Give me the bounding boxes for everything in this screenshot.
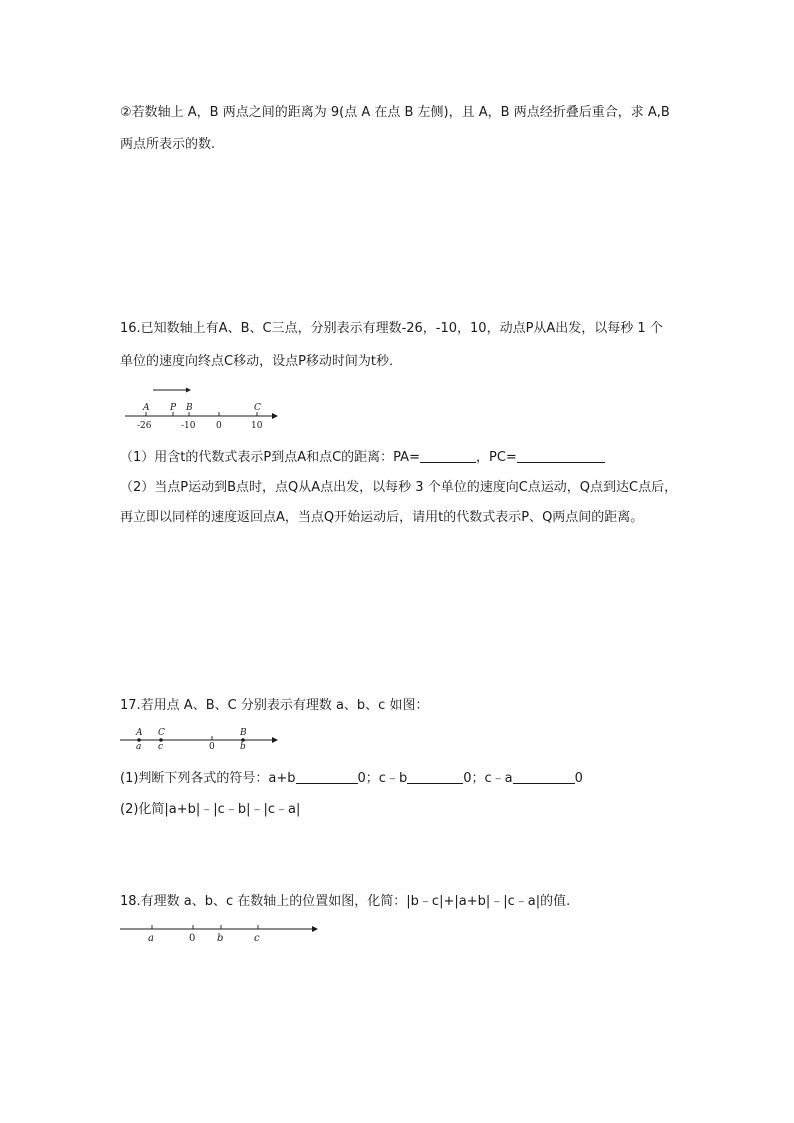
q16-tick-label-b: -10 [181, 421, 196, 431]
q16-part2-line2: 再立即以同样的速度返回点A，当点Q开始运动后，请用t的代数式表示P、Q两点间的距离。 [120, 510, 644, 525]
q17-label-lower-a: a [136, 742, 142, 752]
q17-label-upper-a: A [136, 728, 143, 738]
q17-label-upper-c: C [158, 728, 165, 738]
q16-tick-label-a: -26 [137, 421, 152, 431]
q17-part1-mid2: 0；c﹣a [463, 771, 513, 786]
q17-label-lower-c: c [158, 742, 164, 752]
q18-label-b: b [217, 933, 224, 944]
q17-label-lower-b: b [240, 742, 246, 752]
q17-part1-mid1: 0；c﹣b [357, 771, 408, 786]
q17-label-upper-b: B [240, 728, 247, 738]
q16-tick-label-c: 10 [251, 421, 263, 431]
q18-label-a: a [148, 933, 154, 944]
q16-label-p: P [170, 403, 177, 413]
q16-label-a: A [143, 403, 150, 413]
q17-label-lower-0: 0 [209, 742, 215, 752]
q16-line1: 16.已知数轴上有A、B、C三点，分别表示有理数-26，-10，10，动点P从A出发，以每秒 1 个 [120, 321, 663, 336]
q17-part1-end: 0 [574, 771, 583, 786]
q16-label-c: C [254, 403, 261, 413]
q16-line2: 单位的速度向终点C移动，设点P移动时间为t秒． [120, 354, 403, 369]
q18-label-c: c [254, 933, 260, 944]
q17-part1-prefix: (1)判断下列各式的符号：a+b [120, 771, 296, 786]
q16-part1-sep: ，PC= [475, 450, 517, 465]
q18-label-0: 0 [189, 933, 196, 944]
q15-part2-line2: 两点所表示的数. [120, 137, 216, 152]
q16-part2-line1: （2）当点P运动到B点时，点Q从A点出发，以每秒 3 个单位的速度向C点运动，Q点到达C点后， [120, 480, 678, 495]
q16-label-b: B [186, 403, 193, 413]
q18-axis-arrowhead [312, 926, 318, 932]
q17-part2: (2)化简|a+b|﹣|c﹣b|﹣|c﹣a| [120, 802, 301, 817]
q15-part2-line1: ②若数轴上 A，B 两点之间的距离为 9(点 A 在点 B 左侧)，且 A，B 两点经折叠后重合，求 A,B [120, 105, 670, 120]
q16-tick-label-0: 0 [216, 421, 222, 431]
q17-line1: 17.若用点 A、B、C 分别表示有理数 a、b、c 如图： [120, 698, 429, 713]
q18-line1: 18.有理数 a、b、c 在数轴上的位置如图，化简：|b﹣c|+|a+b|﹣|c﹣a|的值. [120, 894, 571, 909]
q16-part1-text: （1）用含t的代数式表示P到点A和点C的距离：PA= [120, 450, 420, 465]
